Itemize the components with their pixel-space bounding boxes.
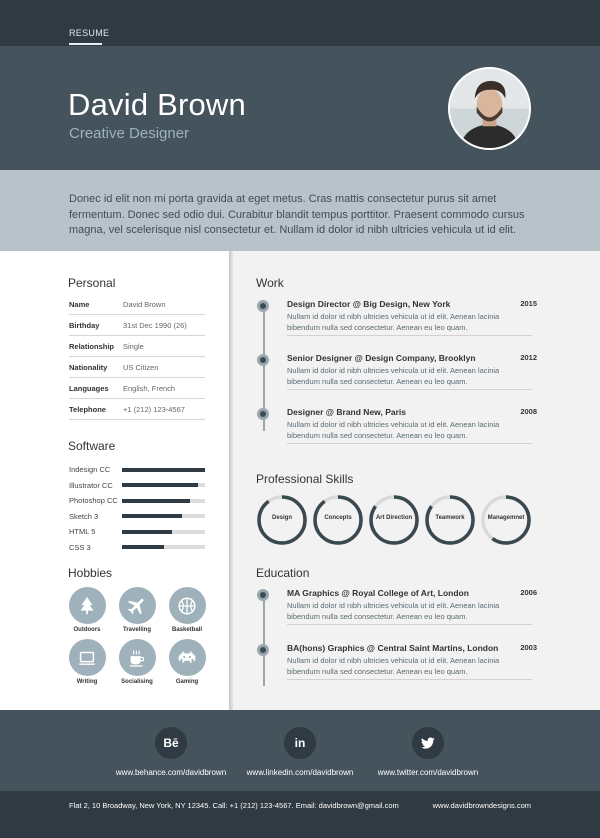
behance-icon[interactable]: Bē <box>155 727 187 759</box>
work-year: 2012 <box>520 353 537 362</box>
skill-bar-fill <box>122 545 164 549</box>
hobby-outdoors <box>68 587 106 633</box>
software-name: HTML 5 <box>69 527 96 537</box>
work-heading: Design Director @ Big Design, New York <box>287 299 451 309</box>
skill-label: Design <box>271 515 292 521</box>
main-content <box>0 251 600 710</box>
work-title: Work <box>256 276 284 290</box>
skills-title: Professional Skills <box>256 472 354 486</box>
software-row <box>69 462 205 478</box>
linkedin-icon[interactable]: in <box>284 727 316 759</box>
hobby-label: Socialising <box>121 679 153 685</box>
skill-bar <box>122 545 205 549</box>
work-description: Nullam id dolor id nibh ultricies vehicula ut id elit. Aenean lacinia bibendum nulla sed consectetur. Aenean eu leo quam. <box>287 312 500 332</box>
work-heading: Designer @ Brand New, Paris <box>287 407 406 417</box>
hobby-label: Gaming <box>175 679 199 685</box>
skill-bar-fill <box>122 514 182 518</box>
education-timeline <box>263 591 265 686</box>
timeline-dot <box>257 354 269 366</box>
divider <box>287 679 532 680</box>
skill-bar-fill <box>122 530 172 534</box>
personal-value: US Citizen <box>123 362 159 372</box>
hobby-label: Travelling <box>122 627 151 633</box>
left-column <box>0 251 229 710</box>
skill-bar-fill <box>122 499 190 503</box>
space-invader-icon <box>176 647 198 669</box>
education-description: Nullam id dolor id nibh ultricies vehicula ut id elit. Aenean lacinia bibendum nulla sed consectetur. Aenean eu leo quam. <box>287 601 500 621</box>
personal-key: Name <box>69 299 90 309</box>
personal-row <box>69 315 205 336</box>
personal-row <box>69 357 205 378</box>
divider <box>287 335 532 336</box>
software-row <box>69 478 205 494</box>
skill-ring <box>312 494 364 546</box>
personal-row <box>69 378 205 399</box>
hobby-socialising <box>118 639 156 685</box>
skill-bar <box>122 530 205 534</box>
work-description: Nullam id dolor id nibh ultricies vehicula ut id elit. Aenean lacinia bibendum nulla sed consectetur. Aenean eu leo quam. <box>287 420 500 440</box>
airplane-icon <box>126 595 148 617</box>
intro-text: Donec id elit non mi porta gravida at eget metus. Cras mattis consectetur purus sit amet fermentum. Donec sed odio dui. Curabitur blandit tempus porttitor. Praesent commodo cursus magna, vel scelerisque nisl consectetur et. Nullam id dolor id nibh ultricies vehicula ut id elit. <box>69 193 525 236</box>
timeline-dot <box>257 300 269 312</box>
intro-section <box>0 170 600 251</box>
social-link[interactable]: www.twitter.com/davidbrown <box>377 768 479 777</box>
tree-icon <box>76 595 98 617</box>
personal-key: Birthday <box>69 320 100 330</box>
skill-bar-fill <box>122 483 198 487</box>
hobby-label: Outdoors <box>73 627 101 633</box>
personal-table <box>69 294 205 420</box>
work-year: 2015 <box>520 299 537 308</box>
timeline-dot <box>257 408 269 420</box>
work-description: Nullam id dolor id nibh ultricies vehicula ut id elit. Aenean lacinia bibendum nulla sed consectetur. Aenean eu leo quam. <box>287 366 500 386</box>
personal-value: David Brown <box>123 299 166 309</box>
skill-ring <box>424 494 476 546</box>
skill-ring <box>480 494 532 546</box>
skill-bar <box>122 514 205 518</box>
hobby-writing <box>68 639 106 685</box>
education-description: Nullam id dolor id nibh ultricies vehicula ut id elit. Aenean lacinia bibendum nulla sed consectetur. Aenean eu leo quam. <box>287 656 500 676</box>
website-link[interactable]: www.davidbrowndesigns.com <box>432 801 531 810</box>
hobby-basketball <box>168 587 206 633</box>
hobby-gaming <box>168 639 206 685</box>
profile-photo <box>448 67 531 150</box>
personal-key: Relationship <box>69 341 115 351</box>
skill-ring <box>256 494 308 546</box>
personal-row <box>69 399 205 420</box>
personal-value: English, French <box>123 383 176 393</box>
tab-underline <box>69 43 102 45</box>
personal-key: Languages <box>69 383 109 393</box>
software-name: Sketch 3 <box>69 511 99 521</box>
hobby-label: Basketball <box>171 627 202 633</box>
software-name: CSS 3 <box>69 542 91 552</box>
education-year: 2003 <box>520 643 537 652</box>
personal-value: Single <box>123 341 144 351</box>
hobby-travelling <box>118 587 156 633</box>
contact-address: Flat 2, 10 Broadway, New York, NY 12345. Call: +1 (212) 123-4567. Email: davidbrown@gmail.com <box>69 801 399 810</box>
social-twitter[interactable] <box>368 727 488 777</box>
education-title: Education <box>256 566 310 580</box>
personal-key: Nationality <box>69 362 108 372</box>
header <box>0 46 600 170</box>
skill-label: Concepts <box>324 515 352 521</box>
software-list <box>69 462 205 555</box>
person-title: Creative Designer <box>69 125 190 142</box>
social-link[interactable]: www.linkedin.com/davidbrown <box>246 768 354 777</box>
software-row <box>69 540 205 556</box>
skill-bar <box>122 468 205 472</box>
person-name: David Brown <box>68 87 246 122</box>
hobby-label: Writing <box>76 679 98 685</box>
divider <box>287 389 532 390</box>
work-heading: Senior Designer @ Design Company, Brooklyn <box>287 353 476 363</box>
personal-title: Personal <box>68 276 116 290</box>
skill-bar-fill <box>122 468 205 472</box>
contact-footer <box>0 791 600 838</box>
social-behance[interactable] <box>111 727 231 777</box>
personal-value: +1 (212) 123-4567 <box>123 404 185 414</box>
software-title: Software <box>68 439 116 453</box>
hobbies-title: Hobbies <box>68 566 113 580</box>
software-name: Indesign CC <box>69 465 111 475</box>
skill-label: Art Direction <box>375 515 413 521</box>
work-year: 2008 <box>520 407 537 416</box>
skill-label: Teamwork <box>435 515 465 521</box>
basketball-icon <box>176 595 198 617</box>
social-linkedin[interactable] <box>240 727 360 777</box>
divider <box>287 443 532 444</box>
timeline-dot <box>257 589 269 601</box>
social-link[interactable]: www.behance.com/davidbrown <box>115 768 227 777</box>
right-column <box>233 251 600 710</box>
personal-row <box>69 336 205 357</box>
personal-value: 31st Dec 1990 (26) <box>123 320 187 330</box>
skill-bar <box>122 483 205 487</box>
skill-ring <box>368 494 420 546</box>
software-name: Illustrator CC <box>69 480 113 490</box>
personal-row <box>69 294 205 315</box>
coffee-cup-icon <box>126 647 148 669</box>
software-name: Photoshop CC <box>69 496 118 506</box>
software-row <box>69 509 205 525</box>
skill-label: Managemnet <box>487 515 525 521</box>
tab-resume[interactable]: RESUME <box>69 28 110 38</box>
timeline-dot <box>257 644 269 656</box>
top-bar <box>0 0 600 46</box>
personal-key: Telephone <box>69 404 106 414</box>
laptop-icon <box>76 647 98 669</box>
social-footer <box>0 710 600 791</box>
software-row <box>69 524 205 540</box>
education-year: 2006 <box>520 588 537 597</box>
education-heading: BA(hons) Graphics @ Central Saint Martins, London <box>287 643 499 653</box>
skill-bar <box>122 499 205 503</box>
education-heading: MA Graphics @ Royal College of Art, London <box>287 588 469 598</box>
software-row <box>69 493 205 509</box>
twitter-icon[interactable] <box>412 727 444 759</box>
divider <box>287 624 532 625</box>
